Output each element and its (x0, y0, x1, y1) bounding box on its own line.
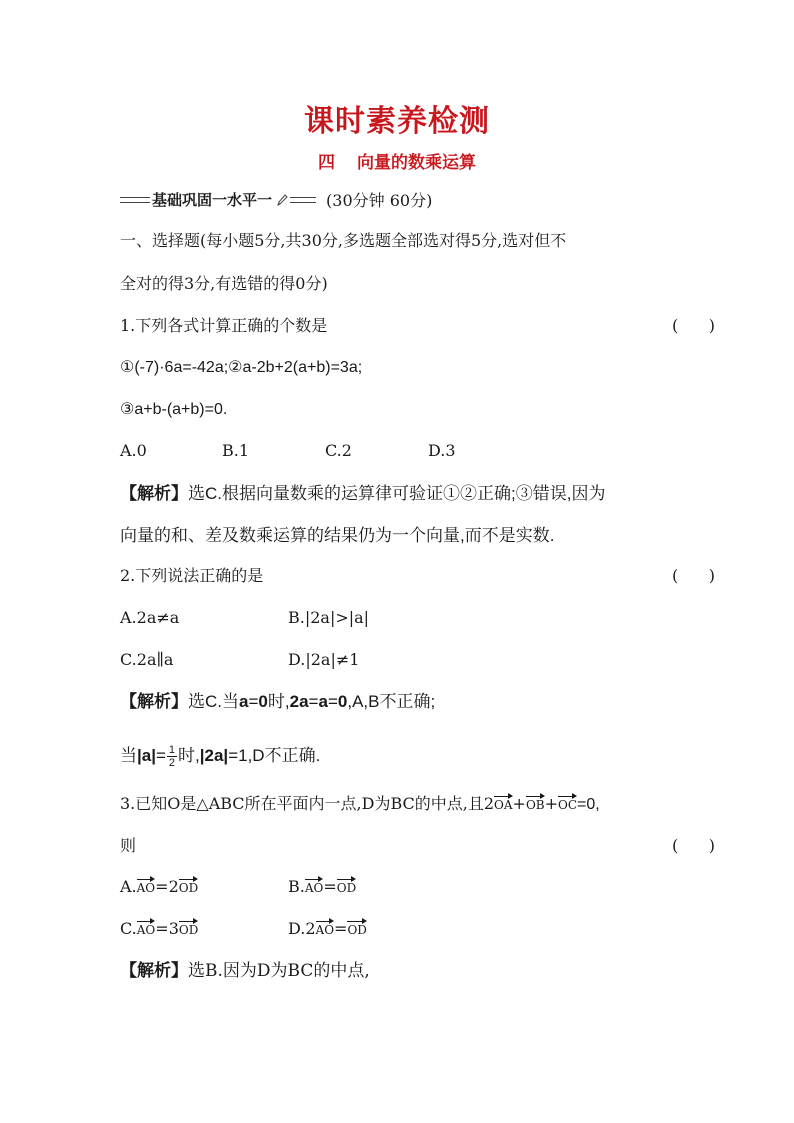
q2-analysis-line1 (120, 692, 435, 712)
q1-stem: 1.下列各式计算正确的个数是 (120, 316, 328, 335)
analysis-tag: 【解析】 (120, 961, 188, 981)
q1-answer-blank: ( ) (672, 316, 715, 335)
vector-ao: AO (316, 919, 335, 936)
q1-option-c: C.2 (325, 441, 352, 460)
q2-analysis-text: ,A,B不正确; (347, 692, 436, 711)
fraction-numerator: 1 (168, 744, 176, 756)
double-rule-right (290, 197, 316, 203)
q3-option-a (120, 877, 198, 897)
option-letter: D.2 (288, 919, 316, 938)
q3-option-d (288, 919, 367, 939)
plus-sign: + (512, 794, 526, 813)
equals-sign: = (327, 692, 338, 711)
q2-analysis-text: 当 (120, 745, 137, 765)
q3-stem-text: =0, (577, 796, 600, 813)
q2-option-b: B.|2a|>|a| (288, 608, 370, 627)
q2-answer-blank: ( ) (672, 566, 715, 585)
option-text: =3 (155, 919, 179, 938)
vector-ao: AO (137, 877, 156, 894)
q2-option-a: A.2a≠a (120, 608, 180, 627)
vector-od: OD (179, 877, 198, 894)
vector-2a: 2a (289, 692, 309, 711)
q1-expression-2: ③a+b-(a+b)=0. (120, 401, 228, 418)
option-text: =2 (155, 877, 179, 896)
option-text: = (323, 877, 337, 896)
q1-expression-1: ①(-7)·6a=-42a;②a-2b+2(a+b)=3a; (120, 359, 363, 376)
option-text: = (334, 919, 348, 938)
pencil-icon (275, 193, 289, 207)
zero-vector: 0 (258, 692, 268, 711)
option-letter: C. (120, 919, 137, 938)
option-letter: A. (120, 877, 137, 896)
double-rule-left (120, 197, 150, 203)
abs-vector-a: |a| (137, 745, 156, 765)
vector-ob: OB (526, 794, 545, 811)
lesson-number: 四 (318, 153, 335, 173)
q3-stem-line2: 则 (120, 836, 137, 855)
part-instructions-line1: 一、选择题(每小题5分,共30分,多选题全部选对得5分,选对但不 (120, 231, 567, 250)
lesson-subtitle (0, 148, 794, 173)
fraction-denominator: 2 (168, 757, 176, 769)
q2-analysis-text: =1,D不正确. (228, 745, 321, 765)
equals-sign: = (155, 745, 166, 765)
equals-sign: = (248, 692, 259, 711)
vector-a: a (239, 692, 249, 711)
q2-analysis-line2 (120, 744, 320, 769)
q3-analysis-line1 (120, 961, 370, 981)
q3-analysis-text: 选B.因为D为BC的中点, (188, 961, 370, 981)
q1-option-a: A.0 (120, 441, 147, 460)
q3-stem (120, 794, 600, 815)
q2-analysis-text: 时, (178, 745, 200, 765)
q1-option-d: D.3 (428, 441, 456, 460)
page-title: 课时素养检测 (304, 104, 490, 139)
section-label: 基础巩固一水平一 (152, 191, 273, 209)
q2-option-c: C.2a∥a (120, 650, 174, 669)
vector-od: OD (337, 877, 356, 894)
vector-ao: AO (137, 919, 156, 936)
vector-ao: AO (305, 877, 324, 894)
equals-sign: = (308, 692, 319, 711)
vector-oa: OA (494, 794, 513, 811)
vector-a: a (318, 692, 328, 711)
q1-analysis-line1 (120, 484, 605, 504)
analysis-tag: 【解析】 (120, 484, 188, 504)
plus-sign: + (544, 794, 559, 813)
part-instructions-line2: 全对的得3分,有选错的得0分) (120, 274, 328, 293)
q3-answer-blank: ( ) (672, 836, 715, 855)
analysis-tag: 【解析】 (120, 692, 188, 712)
abs-vector-2a: |2a| (199, 745, 229, 765)
q2-analysis-text: 时, (267, 692, 290, 711)
zero-vector: 0 (337, 692, 348, 711)
vector-od: OD (347, 919, 366, 936)
q2-analysis-text: 选C.当 (188, 692, 239, 711)
q3-option-c (120, 919, 198, 939)
vector-od: OD (179, 919, 198, 936)
section-heading (120, 188, 432, 211)
q1-analysis-line2: 向量的和、差及数乘运算的结果仍为一个向量,而不是实数. (120, 526, 555, 545)
q3-stem-text: 3.已知O是△ABC所在平面内一点,D为BC的中点,且2 (120, 794, 495, 813)
q3-option-b (288, 877, 356, 897)
q1-option-b: B.1 (222, 441, 250, 460)
lesson-name: 向量的数乘运算 (357, 153, 476, 173)
time-note: (30分钟 60分) (326, 191, 433, 210)
vector-oc: OC (558, 794, 577, 811)
q2-stem: 2.下列说法正确的是 (120, 566, 264, 585)
option-letter: B. (288, 877, 305, 896)
q2-option-d: D.|2a|≠1 (288, 650, 360, 669)
q1-analysis-text1: 选C.根据向量数乘的运算律可验证①②正确;③错误,因为 (188, 484, 606, 503)
fraction-one-half (167, 744, 177, 769)
